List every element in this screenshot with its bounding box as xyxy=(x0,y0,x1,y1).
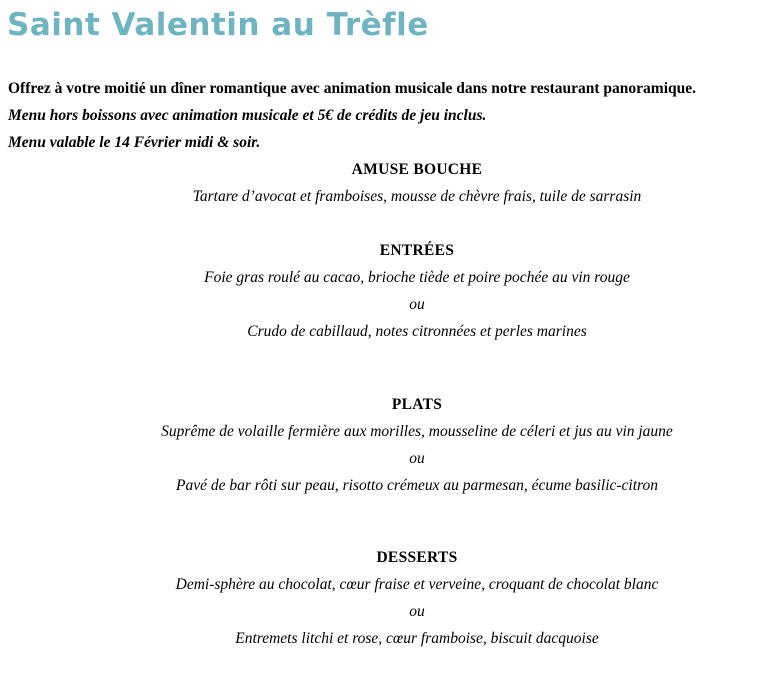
intro-line-3: Menu valable le 14 Février midi & soir. xyxy=(8,134,261,151)
menu-section-amuse-bouche xyxy=(0,156,782,210)
dish-line: Suprême de volaille fermière aux morilles, mousseline de céleri et jus au vin jaune xyxy=(161,423,673,440)
menu-section-plats xyxy=(0,391,782,499)
intro-line-2: Menu hors boissons avec animation musicale et 5€ de crédits de jeu inclus. xyxy=(8,107,487,124)
intro-block xyxy=(8,75,782,156)
dish-line: Entremets litchi et rose, cœur framboise, biscuit dacquoise xyxy=(235,630,599,647)
menu-section-entrees xyxy=(0,237,782,345)
dish-line: Crudo de cabillaud, notes citronnées et perles marines xyxy=(247,323,587,340)
section-heading-plats: PLATS xyxy=(391,396,443,413)
menu-section-desserts xyxy=(0,544,782,652)
section-heading-desserts: DESSERTS xyxy=(376,549,458,566)
dish-line: Tartare d’avocat et framboises, mousse de chèvre frais, tuile de sarrasin xyxy=(192,188,642,205)
or-separator: ou xyxy=(409,450,425,467)
or-separator: ou xyxy=(409,603,425,620)
dish-line: Foie gras roulé au cacao, brioche tiède et poire pochée au vin rouge xyxy=(204,269,630,286)
dish-line: Demi-sphère au chocolat, cœur fraise et verveine, croquant de chocolat blanc xyxy=(175,576,659,593)
or-separator: ou xyxy=(409,296,425,313)
page-title: Saint Valentin au Trèfle xyxy=(7,7,429,43)
section-heading-entrees: ENTRÉES xyxy=(379,242,455,259)
section-heading-amuse-bouche: AMUSE BOUCHE xyxy=(351,161,483,178)
dish-line: Pavé de bar rôti sur peau, risotto crémeux au parmesan, écume basilic-citron xyxy=(176,477,658,494)
intro-line-1: Offrez à votre moitié un dîner romantique avec animation musicale dans notre restaurant panoramique. xyxy=(8,80,697,97)
menu xyxy=(0,156,782,652)
